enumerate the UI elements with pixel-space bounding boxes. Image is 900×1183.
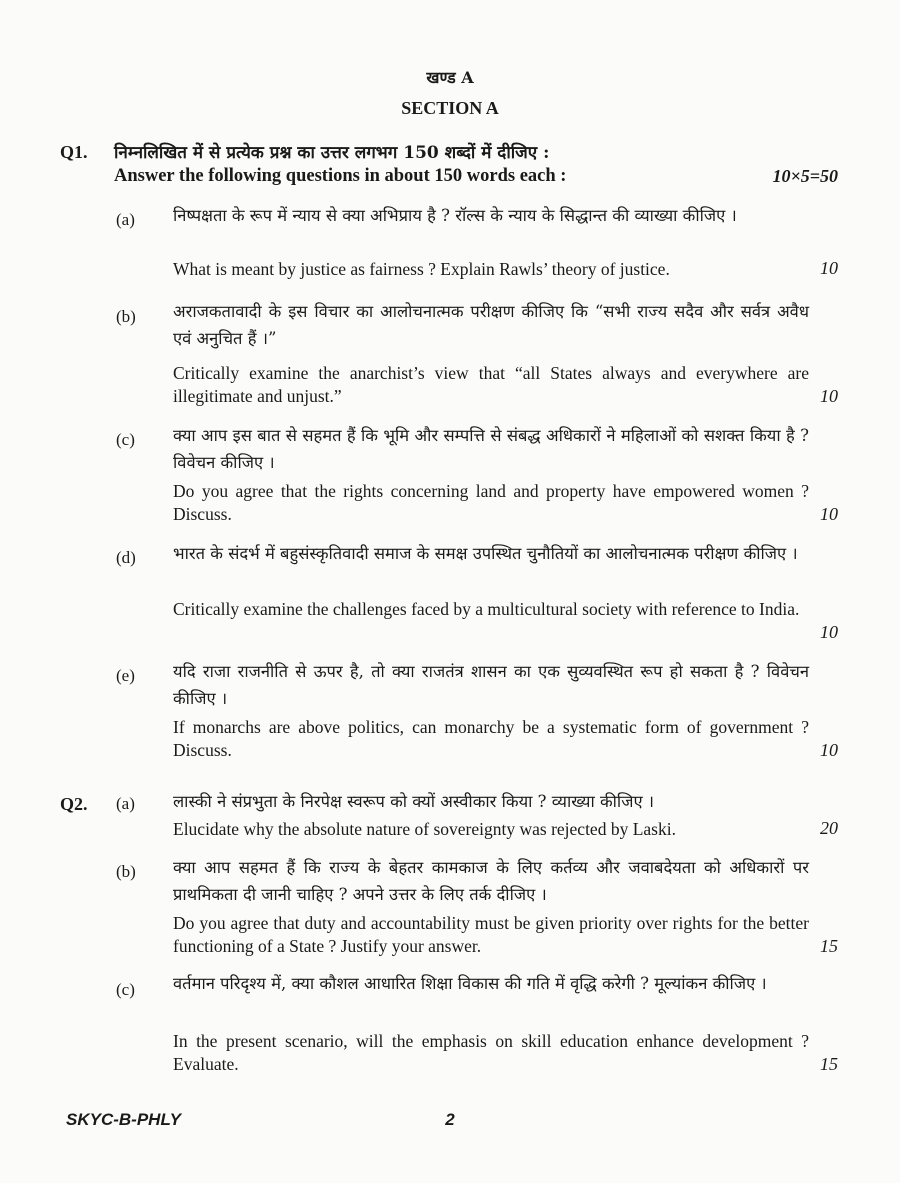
- part-label: (d): [116, 548, 136, 567]
- marks: 10: [820, 622, 838, 642]
- paper-code: SKYC-B-PHLY: [66, 1110, 181, 1129]
- part-label: (b): [116, 307, 136, 326]
- part-label: (b): [116, 862, 136, 881]
- question-text-hindi: वर्तमान परिदृश्य में, क्या कौशल आधारित शिक्षा विकास की गति में वृद्धि करेगी ? मूल्यांकन कीजिए ।: [173, 974, 767, 993]
- page-number: 2: [445, 1110, 455, 1129]
- question-text-hindi: भारत के संदर्भ में बहुसंस्कृतिवादी समाज के समक्ष उपस्थित चुनौतियों का आलोचनात्मक परीक्षण कीजिए ।: [173, 544, 798, 563]
- question-text-hindi: क्या आप इस बात से सहमत हैं कि भूमि और सम्पत्ति से संबद्ध अधिकारों ने महिलाओं को सशक्त किया है ? विवेचन कीजिए ।: [173, 426, 809, 472]
- question-text-english: What is meant by justice as fairness ? Explain Rawls’ theory of justice.: [173, 259, 670, 279]
- marks: 20: [820, 818, 838, 838]
- question-text-hindi: निष्पक्षता के रूप में न्याय से क्या अभिप्राय है ? रॉल्स के न्याय के सिद्धान्त की व्याख्या कीजिए ।: [173, 206, 737, 225]
- question-number: Q1.: [60, 142, 88, 162]
- question-text-english: Critically examine the challenges faced by a multicultural society with reference to India.: [173, 599, 800, 619]
- question-number: Q2.: [60, 794, 88, 814]
- marks: 15: [820, 936, 838, 956]
- part-label: (a): [116, 210, 135, 229]
- question-text-english: Elucidate why the absolute nature of sovereignty was rejected by Laski.: [173, 819, 676, 839]
- question-text-english: Critically examine the anarchist’s view that “all States always and everywhere are illegitimate and unjust.”: [173, 363, 809, 406]
- question-text-hindi: लास्की ने संप्रभुता के निरपेक्ष स्वरूप को क्यों अस्वीकार किया ? व्याख्या कीजिए ।: [173, 792, 655, 811]
- part-label: (a): [116, 794, 135, 813]
- question-text-english: If monarchs are above politics, can monarchy be a systematic form of government ? Discuss.: [173, 717, 809, 760]
- part-label: (e): [116, 666, 135, 685]
- marks: 15: [820, 1054, 838, 1074]
- marks: 10: [820, 386, 838, 406]
- part-label: (c): [116, 980, 135, 999]
- marks: 10: [820, 740, 838, 760]
- marks: 10: [820, 504, 838, 524]
- section-heading: SECTION A: [401, 98, 499, 118]
- question-text-hindi: यदि राजा राजनीति से ऊपर है, तो क्या राजतंत्र शासन का एक सुव्यवस्थित रूप हो सकता है ? विवेचन कीजिए ।: [173, 662, 809, 708]
- question-text-english: In the present scenario, will the emphasis on skill education enhance development ? Evaluate.: [173, 1031, 809, 1074]
- instruction-english: Answer the following questions in about 150 words each :: [114, 166, 567, 186]
- question-text-hindi: क्या आप सहमत हैं कि राज्य के बेहतर कामकाज के लिए कर्तव्य और जवाबदेयता को अधिकारों पर प्राथमिकता दी जानी चाहिए ? अपने उत्तर के लिए तर्क दीजिए ।: [173, 858, 809, 904]
- question-text-hindi: अराजकतावादी के इस विचार का आलोचनात्मक परीक्षण कीजिए कि “सभी राज्य सदैव और सर्वत्र अवैध एवं अनुचित हैं ।”: [173, 302, 809, 348]
- question-text-english: Do you agree that the rights concerning land and property have empowered women ? Discuss.: [173, 481, 809, 524]
- marks: 10: [820, 258, 838, 278]
- question-text-english: Do you agree that duty and accountability must be given priority over rights for the better functioning of a State ? Justify your answer.: [173, 913, 809, 956]
- section-heading-hindi: खण्ड A: [426, 68, 474, 87]
- total-marks: 10×5=50: [772, 166, 838, 186]
- part-label: (c): [116, 430, 135, 449]
- instruction-hindi: निम्नलिखित में से प्रत्येक प्रश्न का उत्तर लगभग 150 शब्दों में दीजिए :: [114, 143, 550, 163]
